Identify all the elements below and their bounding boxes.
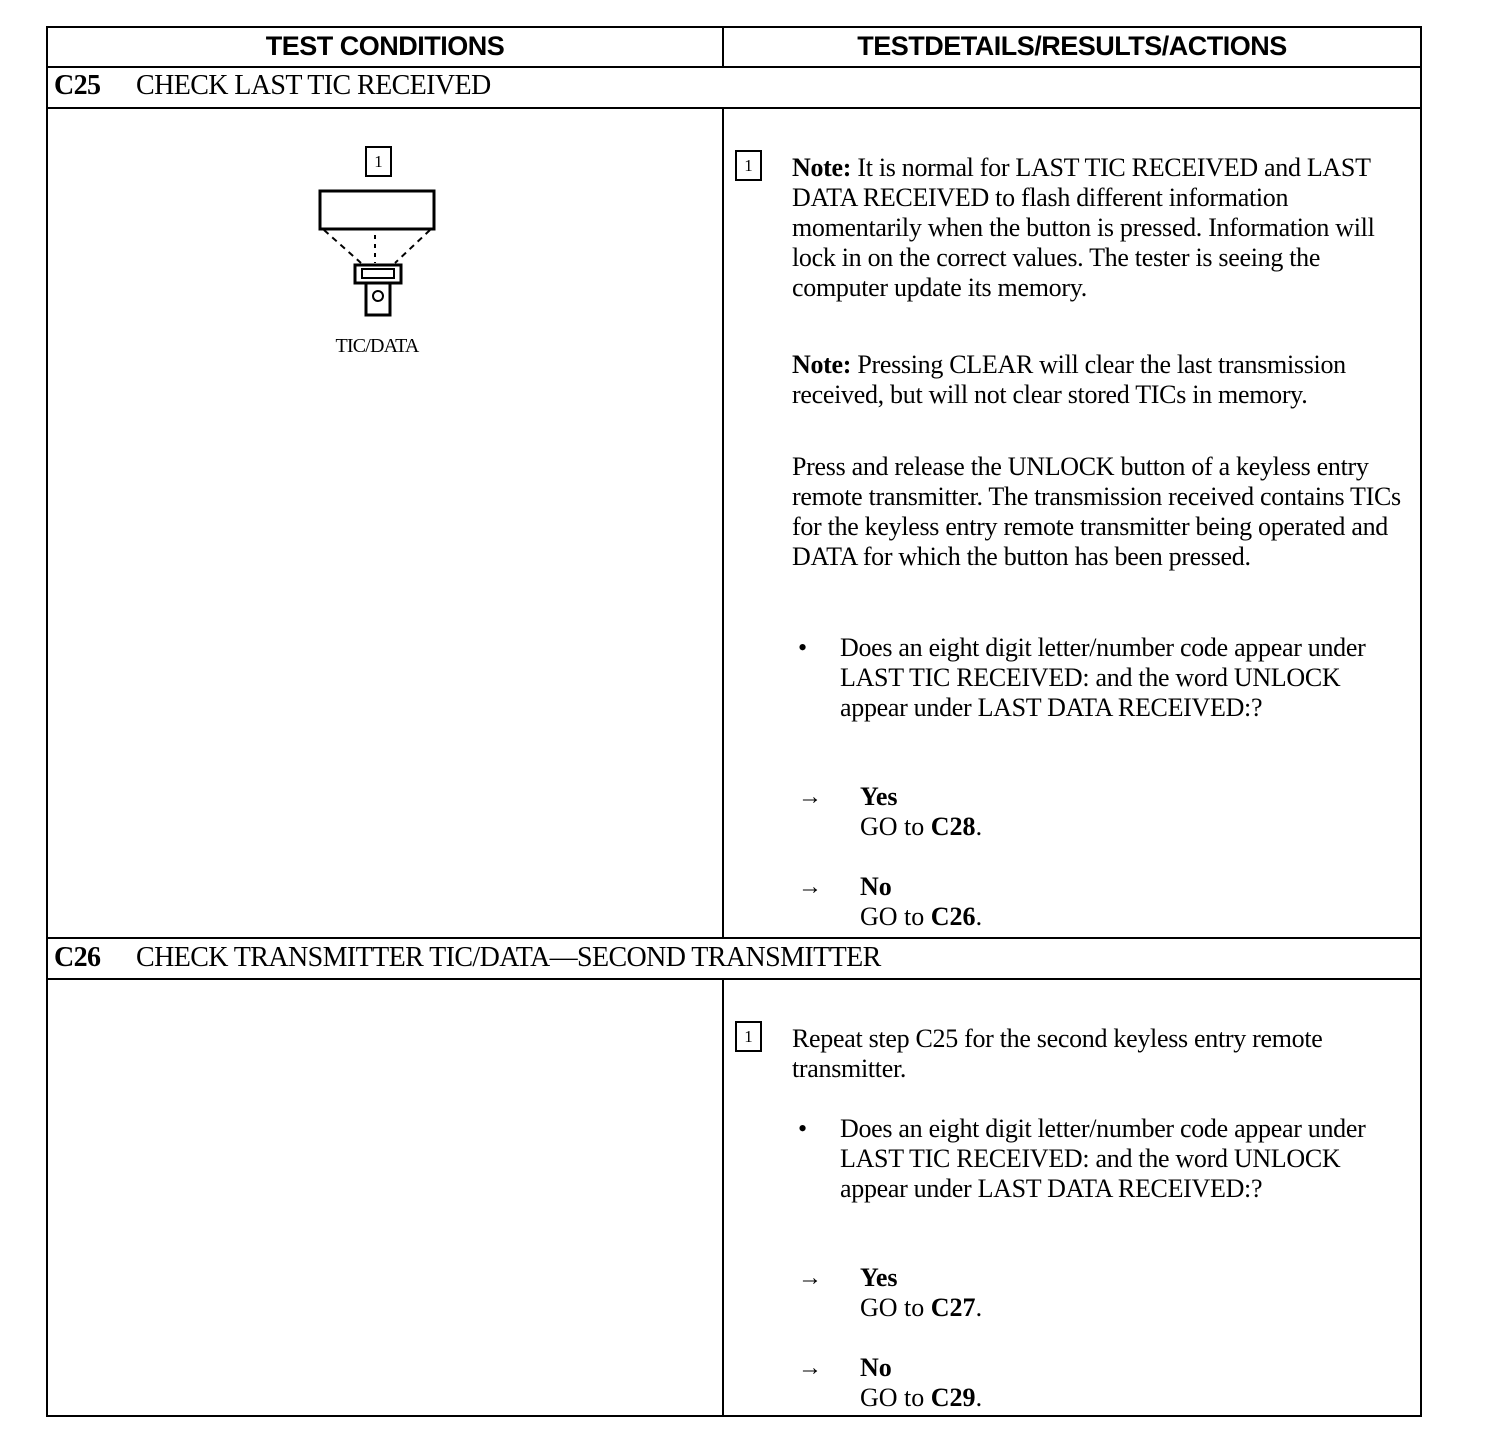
note-label: Note:	[792, 153, 852, 182]
table-border-left	[46, 26, 48, 1417]
answer-yes-c25	[860, 782, 982, 842]
step-number-c26: 1	[735, 1021, 762, 1052]
arrow-right-icon: →	[798, 1355, 822, 1381]
answer-yes-c26	[860, 1263, 982, 1323]
header-test-conditions: TEST CONDITIONS	[265, 31, 505, 61]
c25-title-rule	[46, 107, 1422, 109]
answer-suffix: .	[975, 812, 983, 841]
answer-label: Yes	[860, 782, 898, 811]
answer-prefix: GO to	[860, 1293, 931, 1322]
answer-suffix: .	[975, 902, 983, 931]
answer-suffix: .	[975, 1383, 983, 1412]
answer-label: No	[860, 1353, 892, 1382]
bullet-icon: •	[798, 633, 808, 662]
answer-no-c25	[860, 872, 982, 932]
figure-step-number: 1	[365, 146, 392, 177]
note-text: Pressing CLEAR will clear the last transmission received, but will not clear stored TICs in memory.	[792, 350, 1346, 409]
bullet-icon: •	[798, 1114, 808, 1143]
instruction-c26: Repeat step C25 for the second keyless entry remote transmitter.	[792, 1024, 1323, 1083]
tester-display-icon	[315, 185, 441, 320]
answer-no-c26	[860, 1353, 982, 1413]
section-title-text: CHECK LAST TIC RECEIVED	[136, 70, 491, 101]
table-border-right	[1420, 26, 1422, 1417]
answer-prefix: GO to	[860, 812, 931, 841]
answer-suffix: .	[975, 1293, 983, 1322]
answer-target-link[interactable]: C28	[930, 812, 976, 841]
table-border-bottom	[46, 1415, 1422, 1417]
section-code: C25	[54, 70, 101, 101]
column-divider-c25	[722, 107, 724, 938]
question-c25: Does an eight digit letter/number code appear under LAST TIC RECEIVED: and the word UNLOCK appear under LAST DATA RECEIVED:?	[840, 633, 1366, 722]
section-title-text: CHECK TRANSMITTER TIC/DATA—SECOND TRANSMITTER	[136, 942, 881, 973]
figure-label: TIC/DATA	[335, 335, 419, 357]
instruction-c25: Press and release the UNLOCK button of a keyless entry remote transmitter. The transmission received contains TICs for the keyless entry remote transmitter being operated and DATA for which the button has been pressed.	[792, 452, 1401, 571]
answer-target-link[interactable]: C29	[930, 1383, 976, 1412]
step-number-c25: 1	[735, 150, 762, 181]
answer-prefix: GO to	[860, 902, 931, 931]
arrow-right-icon: →	[798, 1265, 822, 1291]
note-1	[792, 153, 1412, 303]
arrow-right-icon: →	[798, 874, 822, 900]
note-label: Note:	[792, 350, 852, 379]
answer-label: Yes	[860, 1263, 898, 1292]
c26-title-rule	[46, 978, 1422, 980]
section-code: C26	[54, 942, 101, 973]
header-test-details: TESTDETAILS/RESULTS/ACTIONS	[857, 31, 1287, 61]
arrow-right-icon: →	[798, 784, 822, 810]
answer-target-link[interactable]: C26	[930, 902, 976, 931]
answer-label: No	[860, 872, 892, 901]
question-c26: Does an eight digit letter/number code appear under LAST TIC RECEIVED: and the word UNLOCK appear under LAST DATA RECEIVED:?	[840, 1114, 1366, 1203]
section-c25-title	[54, 69, 491, 103]
note-text: It is normal for LAST TIC RECEIVED and LAST DATA RECEIVED to flash different information momentarily when the button is pressed. Information will lock in on the correct values. The tester is seeing the computer update its memory.	[792, 153, 1375, 302]
note-2	[792, 350, 1412, 410]
section-c26-title	[54, 941, 881, 975]
header-rule	[46, 66, 1422, 68]
column-divider-c26	[722, 978, 724, 1416]
c26-top-rule	[46, 937, 1422, 939]
answer-prefix: GO to	[860, 1383, 931, 1412]
answer-target-link[interactable]: C27	[930, 1293, 976, 1322]
